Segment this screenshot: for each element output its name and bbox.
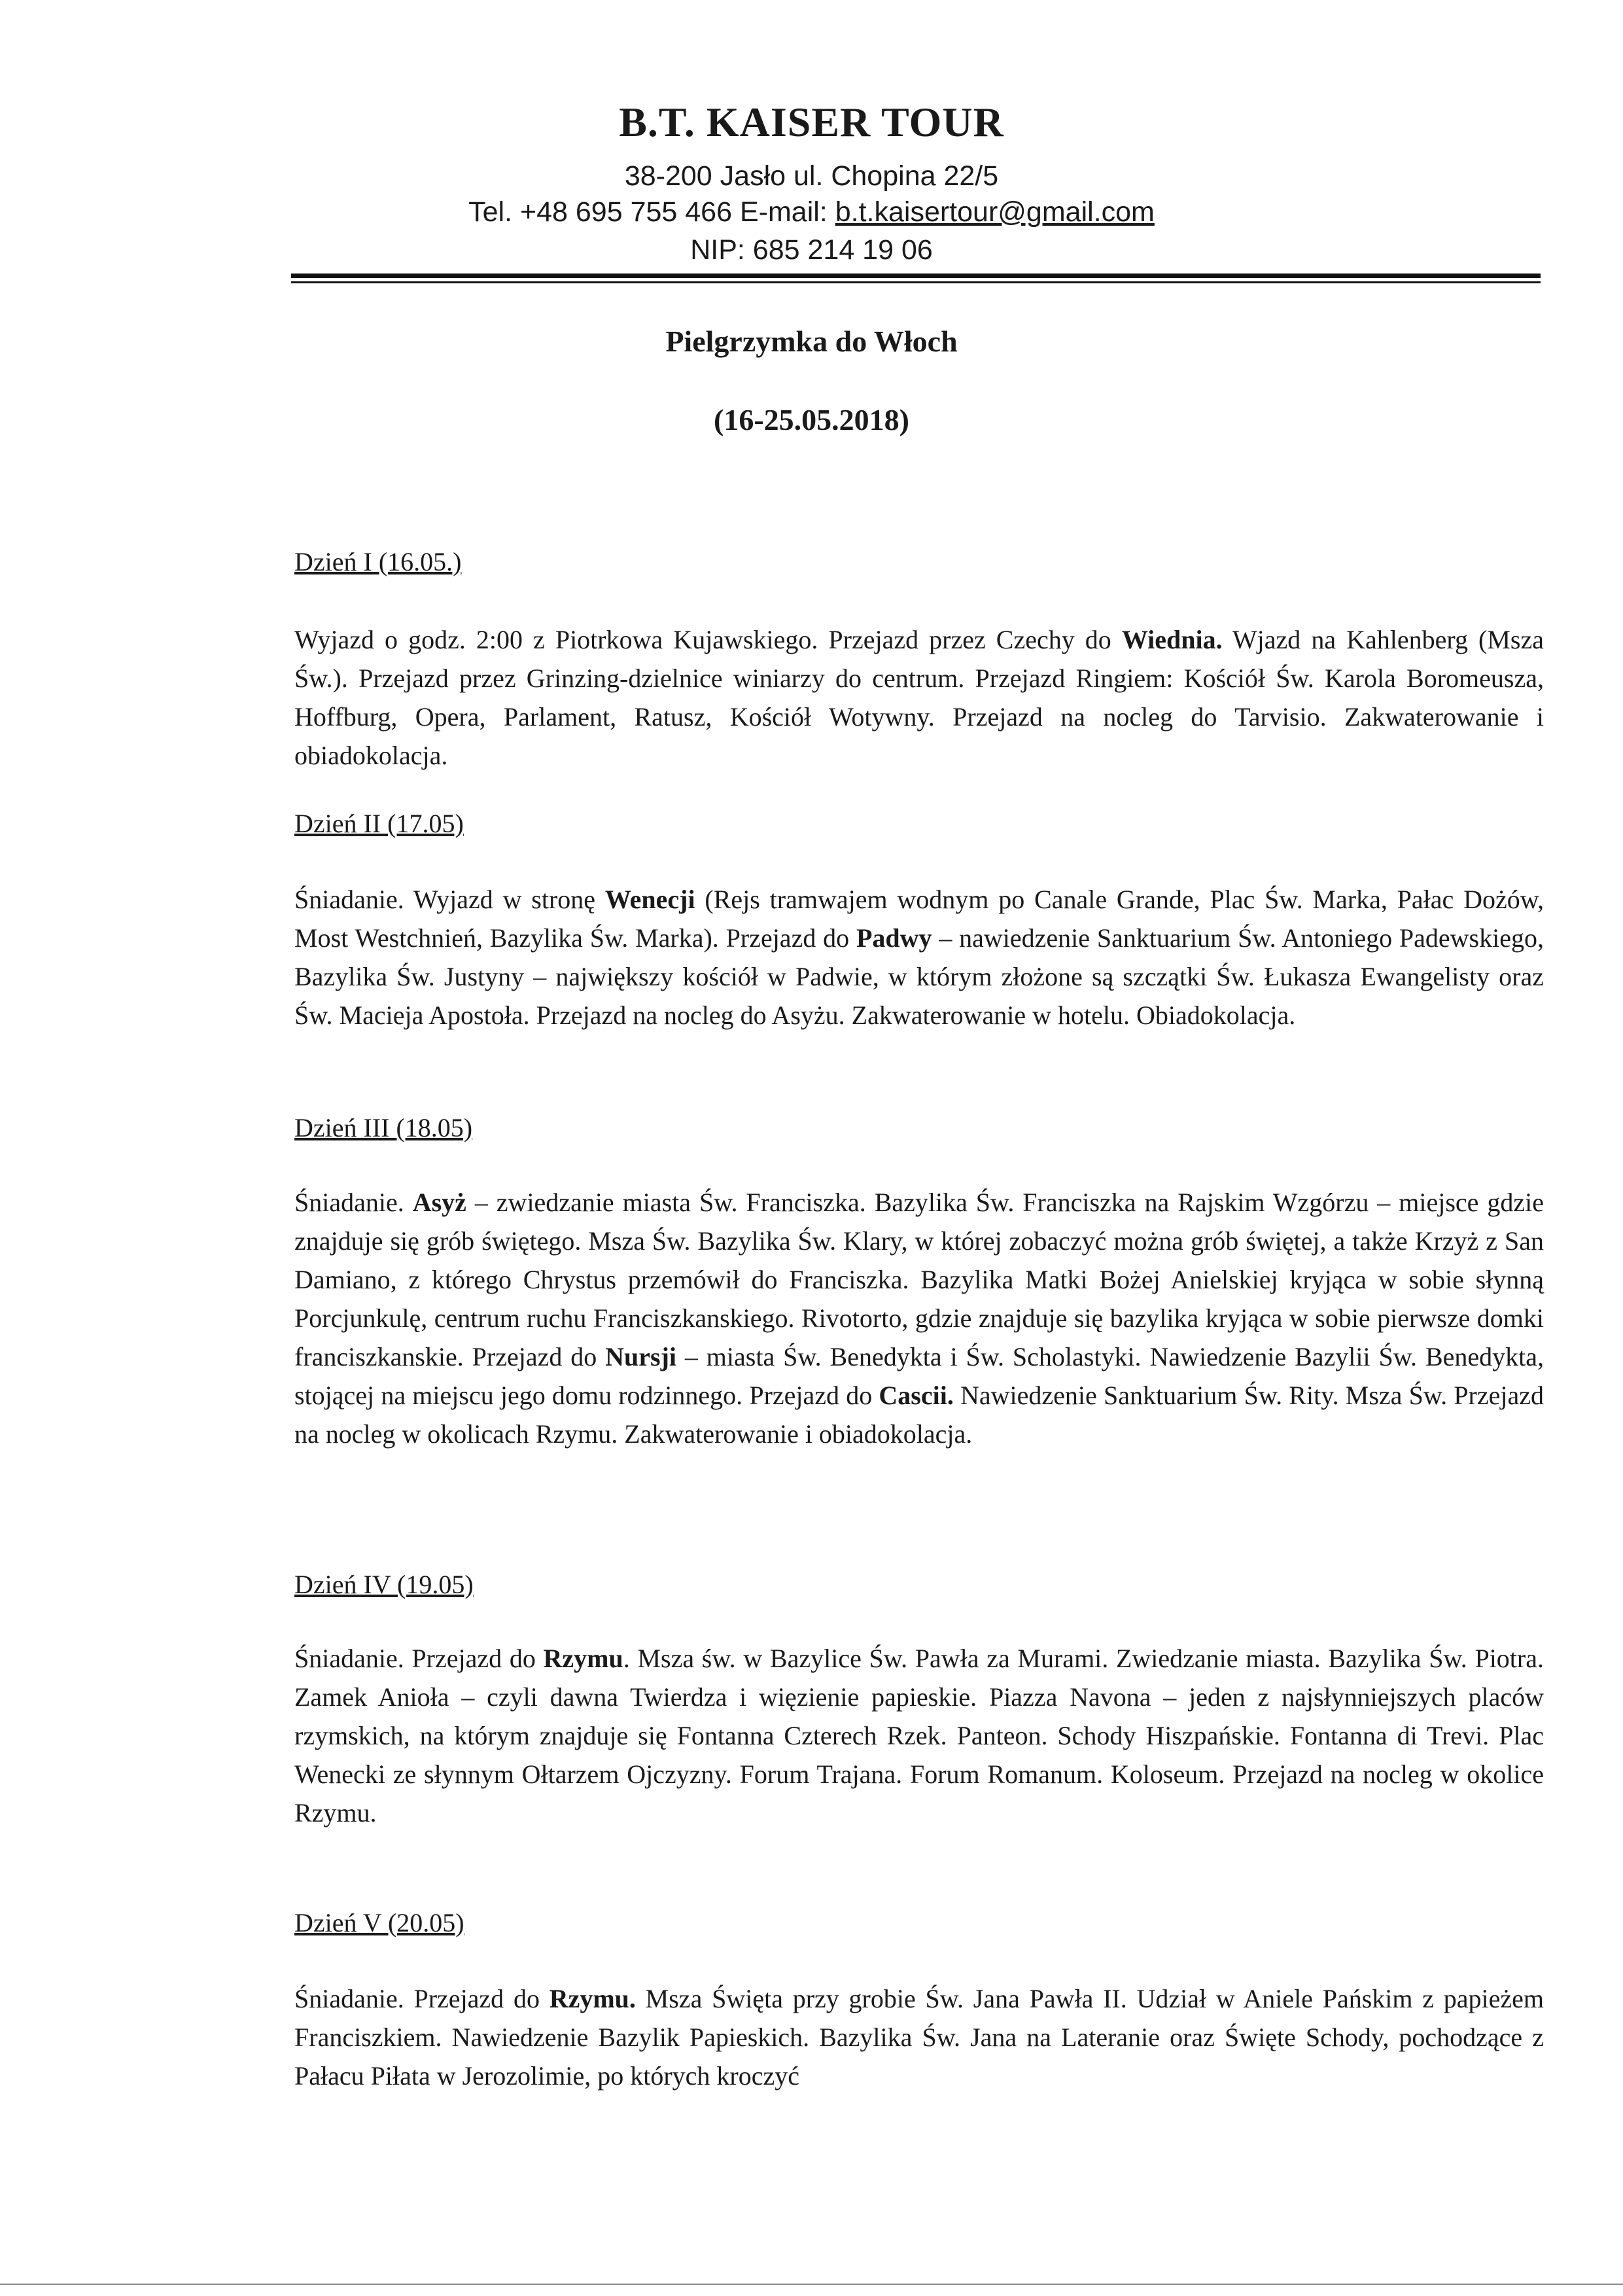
place-name: Rzymu: [543, 1644, 623, 1673]
text-run: Śniadanie. Przejazd do: [294, 1644, 544, 1673]
text-run: – nawiedzenie Sanktuarium Św. Antoniego Padewskiego, Bazylika Św. Justyny – największy kościół w Padwie, w którym złożone są szczątki Św. Łukasza Ewangelisty oraz Św. Macieja Apostoła. Przejazd na nocleg do Asyżu. Zakwaterowanie w hotelu. Obiadokolacja.: [294, 923, 1544, 1030]
scan-edge-line: [0, 2284, 1623, 2285]
text-run: – zwiedzanie miasta Św. Franciszka. Bazylika Św. Franciszka na Rajskim Wzgórzu – miejsce gdzie znajduje się grób świętego. Msza Św. Bazylika Św. Klary, w której zobaczyć można grób świętej, a także Krzyż z San Damiano, z którego Chrystus przemówił do Franciszka. Bazylika Matki Bożej Anielskiej kryjąca w sobie słynną Porcjunkulę, centrum ruchu Franciszkanskiego. Rivotorto, gdzie znajduje się bazylika kryjąca w sobie pierwsze domki franciszkanskie. Przejazd do: [294, 1188, 1544, 1371]
header-rule-thick: [291, 274, 1541, 278]
day-description: [294, 1183, 1544, 1453]
place-name: Cascii.: [879, 1381, 954, 1410]
text-run: Śniadanie. Przejazd do: [294, 1984, 550, 2013]
header-rule-thin: [291, 281, 1541, 283]
text-run: (Rejs tramwajem wodnym po Canale Grande, Plac Św. Marka, Pałac Dożów, Most Westchnień, Bazylika Św. Marka). Przejazd do: [294, 885, 1544, 953]
day-description: [294, 1979, 1544, 2095]
text-run: – miasta Św. Benedykta i Św. Scholastyki. Nawiedzenie Bazylii Św. Benedykta, stojącej na miejscu jego domu rodzinnego. Przejazd do: [294, 1342, 1544, 1410]
text-run: Wjazd na Kahlenberg (Msza Św.). Przejazd przez Grinzing-dzielnice winiarzy do centrum. Przejazd Ringiem: Kościół Św. Karola Boromeusza, Hoffburg, Opera, Parlament, Ratusz, Kościół Wotywny. Przejazd na nocleg do Tarvisio. Zakwaterowanie i obiadokolacja.: [294, 625, 1544, 770]
trip-dates: (16-25.05.2018): [714, 403, 909, 436]
company-phone: Tel. +48 695 755 466: [468, 196, 733, 228]
day-heading: Dzień III (18.05): [294, 1113, 473, 1142]
place-name: Wenecji: [604, 885, 695, 914]
trip-title: Pielgrzymka do Włoch: [665, 325, 958, 358]
day-description: [294, 620, 1544, 775]
text-run: Msza Święta przy grobie Św. Jana Pawła II. Udział w Aniele Pańskim z papieżem Franciszkiem. Nawiedzenie Bazylik Papieskich. Bazylika Św. Jana na Lateranie oraz Święte Schody, pochodzące z Pałacu Piłata w Jerozolimie, po których kroczyć: [294, 1984, 1544, 2091]
text-run: Nawiedzenie Sanktuarium Św. Rity. Msza Św. Przejazd na nocleg w okolicach Rzymu. Zakwaterowanie i obiadokolacja.: [294, 1381, 1544, 1449]
day-heading: Dzień V (20.05): [294, 1908, 464, 1937]
place-name: Wiednia.: [1121, 625, 1223, 654]
text-run: Śniadanie.: [294, 1188, 413, 1217]
company-name: B.T. KAISER TOUR: [619, 99, 1004, 145]
place-name: Padwy: [856, 923, 932, 953]
place-name: Asyż: [412, 1188, 466, 1217]
place-name: Rzymu.: [549, 1984, 636, 2013]
company-contact: [0, 196, 1623, 228]
day-heading: Dzień II (17.05): [294, 809, 464, 838]
place-name: Nursji: [605, 1342, 677, 1371]
text-run: Wyjazd o godz. 2:00 z Piotrkowa Kujawskiego. Przejazd przez Czechy do: [294, 625, 1122, 654]
day-description: [294, 1639, 1544, 1832]
day-heading: Dzień I (16.05.): [294, 547, 462, 576]
text-run: Śniadanie. Wyjazd w stronę: [294, 885, 605, 914]
day-heading: Dzień IV (19.05): [294, 1570, 474, 1599]
company-nip: NIP: 685 214 19 06: [690, 234, 933, 266]
company-address: 38-200 Jasło ul. Chopina 22/5: [624, 160, 999, 192]
company-email: b.t.kaisertour@gmail.com: [835, 196, 1155, 228]
email-label: E-mail:: [739, 196, 828, 228]
day-description: [294, 880, 1544, 1034]
text-run: . Msza św. w Bazylice Św. Pawła za Murami. Zwiedzanie miasta. Bazylika Św. Piotra. Zamek Anioła – czyli dawna Twierdza i więzienie papieskie. Piazza Navona – jeden z najsłynniejszych placów rzymskich, na którym znajduje się Fontanna Czterech Rzek. Panteon. Schody Hiszpańskie. Fontanna di Trevi. Plac Wenecki ze słynnym Ołtarzem Ojczyzny. Forum Trajana. Forum Romanum. Koloseum. Przejazd na nocleg w okolice Rzymu.: [294, 1644, 1544, 1828]
